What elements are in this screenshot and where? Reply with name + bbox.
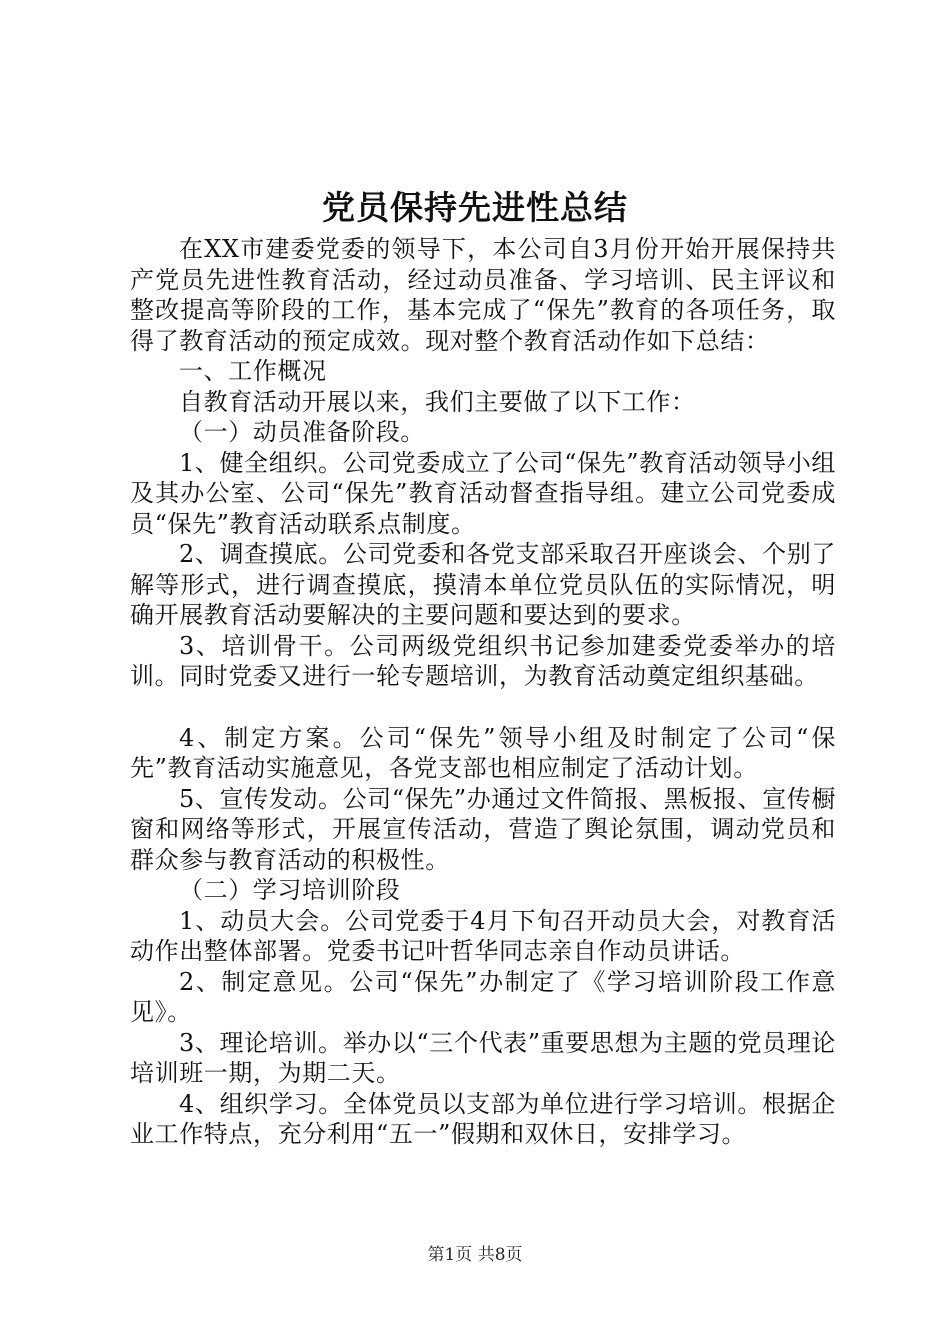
document-title: 党员保持先进性总结 (322, 188, 628, 227)
list-item: 4、制定方案。公司“保先”领导小组及时制定了公司“保先”教育活动实施意见，各党支部也相应制定了活动计划。 (130, 723, 836, 782)
list-item: 2、制定意见。公司“保先”办制定了《学习培训阶段工作意见》。 (130, 967, 836, 1026)
heading-mobilization-stage: （一）动员准备阶段。 (179, 418, 425, 446)
list-item: 2、调查摸底。公司党委和各党支部采取召开座谈会、个别了解等形式，进行调查摸底，摸清本单位党员队伍的实际情况，明确开展教育活动要解决的主要问题和要达到的要求。 (130, 540, 836, 629)
heading-training-stage: （二）学习培训阶段 (179, 876, 401, 904)
heading-work-overview: 一、工作概况 (179, 357, 327, 385)
document-body (130, 234, 836, 1150)
list-item: 3、培训骨干。公司两级党组织书记参加建委党委举办的培训。同时党委又进行一轮专题培训，为教育活动奠定组织基础。 (130, 631, 836, 690)
paragraph-work-summary: 自教育活动开展以来，我们主要做了以下工作： (179, 387, 696, 416)
list-item: 1、健全组织。公司党委成立了公司“保先”教育活动领导小组及其办公室、公司“保先”教育活动督查指导组。建立公司党委成员“保先”教育活动联系点制度。 (130, 448, 836, 538)
page-number-footer: 第1页 共8页 (427, 1245, 523, 1265)
list-item: 3、理论培训。举办以“三个代表”重要思想为主题的党员理论培训班一期，为期二天。 (130, 1028, 836, 1087)
list-item: 4、组织学习。全体党员以支部为单位进行学习培训。根据企业工作特点，充分利用“五一”假期和双休日，安排学习。 (130, 1089, 836, 1148)
list-item: 1、动员大会。公司党委于4月下旬召开动员大会，对教育活动作出整体部署。党委书记叶哲华同志亲自作动员讲话。 (130, 906, 836, 965)
paragraph-intro: 在XX市建委党委的领导下，本公司自3月份开始开展保持共产党员先进性教育活动，经过动员准备、学习培训、民主评议和整改提高等阶段的工作，基本完成了“保先”教育的各项任务，取得了教育活动的预定成效。现对整个教育活动作如下总结： (130, 235, 836, 355)
list-item: 5、宣传发动。公司“保先”办通过文件简报、黑板报、宣传橱窗和网络等形式，开展宣传活动，营造了舆论氛围，调动党员和群众参与教育活动的积极性。 (130, 784, 836, 874)
